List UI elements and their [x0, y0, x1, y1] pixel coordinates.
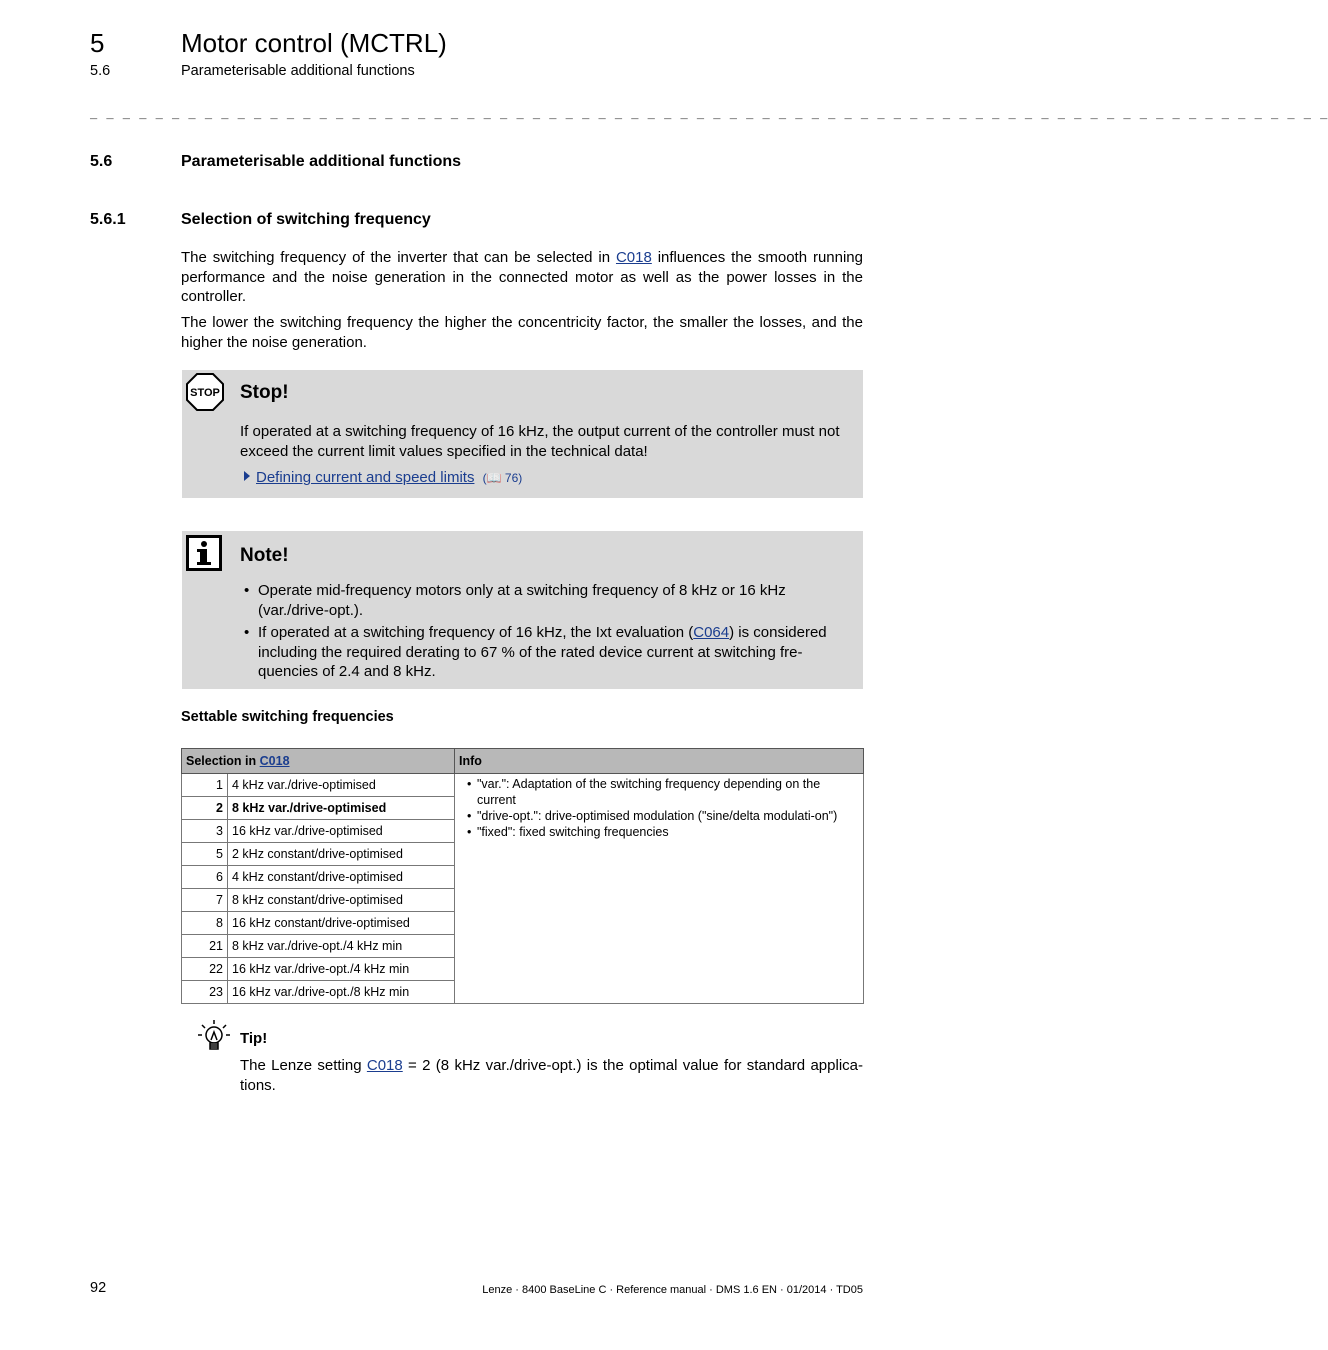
selection-label: 2 kHz constant/drive-optimised	[228, 843, 455, 866]
selection-number: 23	[182, 981, 228, 1004]
selection-label: 16 kHz constant/drive-optimised	[228, 912, 455, 935]
header-c018-link[interactable]: C018	[259, 754, 290, 768]
selection-label: 8 kHz var./drive-opt./4 kHz min	[228, 935, 455, 958]
selection-number: 8	[182, 912, 228, 935]
list-item: • "var.": Adaptation of the switching frequency depending on the current	[463, 776, 855, 808]
selection-label: 4 kHz constant/drive-optimised	[228, 866, 455, 889]
header-section-number: 5.6	[90, 63, 111, 79]
selection-label: 16 kHz var./drive-opt./8 kHz min	[228, 981, 455, 1004]
selection-label: 8 kHz var./drive-optimised	[228, 797, 455, 820]
selection-number: 1	[182, 774, 228, 797]
info-icon	[186, 535, 222, 571]
header-selection: Selection in C018	[182, 749, 455, 774]
lightbulb-icon	[196, 1018, 232, 1054]
selection-label: 16 kHz var./drive-opt./4 kHz min	[228, 958, 455, 981]
chapter-number: 5	[90, 28, 105, 58]
list-item: • "drive-opt.": drive-optimised modulation ("sine/delta modulati-on")	[463, 808, 855, 824]
note-list	[240, 581, 850, 685]
svg-text:STOP: STOP	[190, 387, 220, 399]
list-item: • "fixed": fixed switching frequencies	[463, 824, 855, 840]
section-number: 5.6	[90, 153, 113, 170]
table-caption: Settable switching frequencies	[181, 709, 394, 725]
list-item: • If operated at a switching frequency of 16 kHz, the Ixt evaluation (C064) is considered including the required derating to 67 % of the rated device current at switching fre-quencies of 2.4 and 8 kHz.	[240, 623, 850, 682]
selection-label: 8 kHz constant/drive-optimised	[228, 889, 455, 912]
selection-number: 5	[182, 843, 228, 866]
selection-number: 7	[182, 889, 228, 912]
page-reference[interactable]: (📖 76)	[482, 471, 523, 485]
section-title: Parameterisable additional functions	[181, 153, 462, 170]
stop-cross-reference[interactable]	[244, 469, 522, 486]
tip-c018-link[interactable]: C018	[366, 1057, 403, 1074]
selection-number: 6	[182, 866, 228, 889]
selection-number: 22	[182, 958, 228, 981]
note-title: Note!	[240, 545, 289, 566]
stop-icon	[186, 373, 224, 411]
subsection-number: 5.6.1	[90, 211, 126, 228]
tip-title: Tip!	[240, 1030, 268, 1047]
selection-number: 21	[182, 935, 228, 958]
subsection-title: Selection of switching frequency	[181, 211, 431, 228]
table-body	[182, 774, 864, 1004]
header-info: Info	[455, 749, 864, 774]
current-speed-limits-link[interactable]: Defining current and speed limits	[256, 469, 475, 486]
header-divider: _ _ _ _ _ _ _ _ _ _ _ _ _ _ _ _ _ _ _ _ _ _ _ _ _ _ _ _ _ _ _ _ _ _ _ _ _ _ _ _ _ _ _ _ _ _ _ _ _ _ _ _ _ _ _ _ _ _ _ _ _ _ _ _ _ _ _ _ _ _ _ _ _ _ _ _	[90, 108, 1328, 122]
c018-link[interactable]: C018	[615, 249, 652, 266]
intro-paragraph-2: The lower the switching frequency the higher the concentricity factor, the smaller the losses, and the higher the noise generation.	[181, 314, 863, 351]
page-number: 92	[90, 1280, 107, 1296]
list-item: • Operate mid-frequency motors only at a switching frequency of 8 kHz or 16 kHz (var./drive-opt.).	[240, 581, 850, 620]
selection-number: 2	[182, 797, 228, 820]
document-info: Lenze · 8400 BaseLine C · Reference manual · DMS 1.6 EN · 01/2014 · TD05	[482, 1284, 863, 1296]
table-row	[182, 774, 864, 797]
info-cell	[455, 774, 864, 1004]
switching-frequency-table	[181, 748, 864, 1004]
selection-number: 3	[182, 820, 228, 843]
header-section-title: Parameterisable additional functions	[181, 63, 415, 79]
c064-link[interactable]: C064	[693, 624, 730, 641]
tip-text: The Lenze setting C018 = 2 (8 kHz var./drive-opt.) is the optimal value for standard applica-tions.	[240, 1057, 863, 1094]
stop-box	[182, 370, 863, 498]
note-box	[182, 531, 863, 689]
table-header-row	[182, 749, 864, 774]
intro-paragraph-1: The switching frequency of the inverter that can be selected in C018 influences the smooth running performance and the noise generation in the connected motor as well as the power losses in the controller.	[181, 249, 863, 305]
arrow-right-icon	[244, 471, 250, 481]
chapter-title: Motor control (MCTRL)	[181, 28, 447, 58]
selection-label: 16 kHz var./drive-optimised	[228, 820, 455, 843]
stop-title: Stop!	[240, 382, 289, 403]
info-list	[463, 776, 855, 840]
book-icon: 📖	[486, 471, 502, 485]
selection-label: 4 kHz var./drive-optimised	[228, 774, 455, 797]
stop-text: If operated at a switching frequency of 16 kHz, the output current of the controller must not exceed the current limit values specified in the technical data!	[240, 423, 840, 460]
